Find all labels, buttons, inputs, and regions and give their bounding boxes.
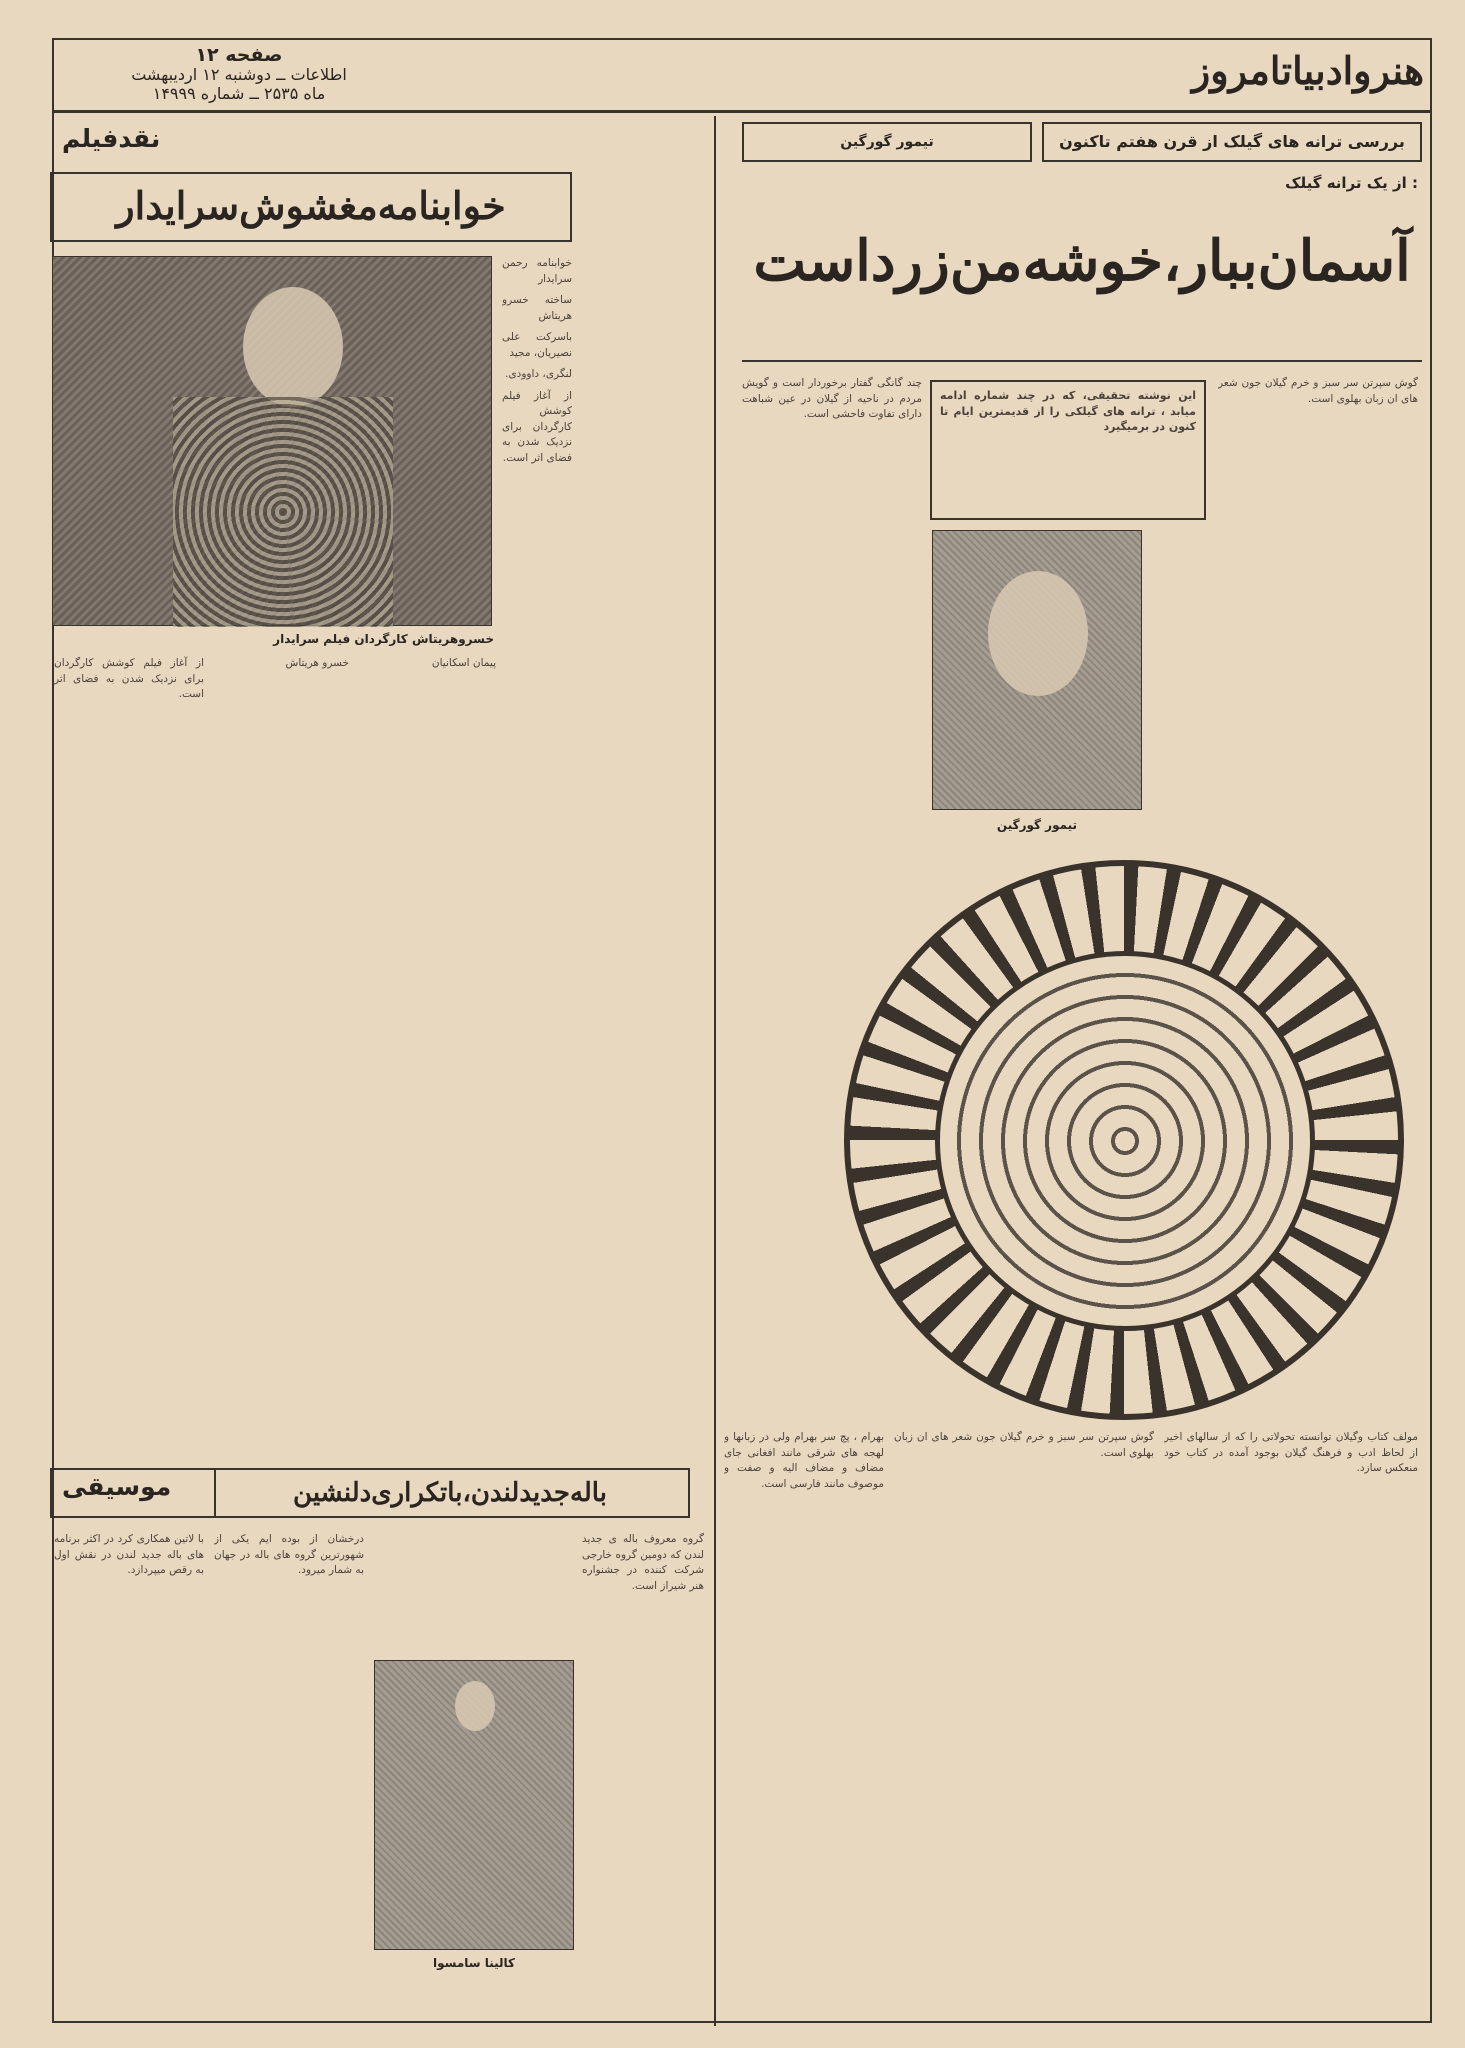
poetry-intro: این نوشته تحقیقی، که در چند شماره ادامه میابد ، ترانه های گیلکی را از قدیمترین ایام تا کنون در برمیگیرد (940, 389, 1196, 433)
music-col-right: گروه معروف باله ی جدید لندن که دومین گروه خارجی شرکت کننده در جشنواره هنر شیراز است. (582, 1533, 704, 1592)
author-box (742, 122, 1032, 162)
film-section-label: نقدفیلم (62, 124, 161, 153)
film-title-box (50, 172, 572, 242)
poetry-headline: آسمان‌ببار،خوشه‌من‌زرداست (753, 228, 1411, 294)
page-info-line-2: ماه ۲۵۳۵ ــ شماره ۱۴۹۹۹ (152, 84, 326, 103)
survey-title-box (1042, 122, 1422, 162)
film-credits-column (502, 256, 572, 1446)
film-director-photo (52, 256, 492, 626)
poetry-col-a: گوش سپرتن سر سبز و خرم گیلان جون شعر های ان زبان بهلوی است. (1218, 377, 1418, 405)
header-rule (54, 110, 1430, 113)
poetry-col-c: مولف کتاب وگیلان توانسته تحولاتی را که از سالهای اخیر از لحاظ ادب و فرهنگ گیلان بوجود آمده در کتاب خود منعکس سازد. (1164, 1431, 1418, 1474)
music-title: باله‌جدیدلندن،باتکراری‌دلنشین (293, 1478, 607, 1508)
ballerina-caption: کالینا سامسوا (432, 1956, 516, 1970)
face-shape (243, 287, 343, 407)
music-col-left: با لاتین همکاری کرد در اکثر برنامه های باله جدید لندن در نقش اول به رقص میپردازد. (54, 1533, 204, 1576)
film-col-left: از آغاز فیلم کوشش کارگردان برای نزدیک شدن به فضای اثر است. (54, 657, 204, 700)
face-shape (455, 1681, 495, 1731)
music-title-divider (214, 1468, 216, 1518)
credit-line-1: خوابنامه رحمن سرایدار (502, 257, 572, 285)
poetry-intro-box (930, 380, 1206, 520)
survey-title: بررسی ترانه های گیلک از قرن هفتم تاکنون (1059, 132, 1405, 151)
film-photo-caption: خسروهریتاش کارگردان فیلم سرایدار (273, 632, 494, 646)
credit-line-4: لنگری، داوودی. (505, 368, 572, 380)
face-shape (988, 571, 1088, 696)
poetry-author-photo (932, 530, 1142, 810)
author-name: تیمور گورگین (840, 134, 934, 150)
credit-line-3: باسرکت علی نصیریان، مجید (502, 331, 572, 359)
page-info-line-1: اطلاعات ــ دوشنبه ۱۲ اردیبهشت (131, 65, 347, 84)
poetry-photo-caption: تیمور گورگین (996, 818, 1078, 832)
headline-kicker: از یک ترانه گیلک : (1285, 174, 1418, 192)
column-divider (714, 116, 716, 2026)
page-number: صفحه ۱۲ (195, 44, 283, 66)
ceramic-plate-illustration (844, 860, 1404, 1420)
ballerina-photo (374, 1660, 574, 1950)
patterned-coat (173, 397, 393, 627)
headline-rule (742, 360, 1422, 362)
plate-center-pattern (935, 951, 1315, 1331)
newspaper-page (52, 38, 1432, 2023)
music-col-mid: درخشان از بوده ایم یکی از شهورترین گروه های باله در جهان به شمار میرود. (214, 1533, 364, 1576)
film-col-mid: خسرو هریتاش (285, 657, 349, 669)
credit-line-2: ساخته خسرو هریتاش (502, 294, 572, 322)
music-section-label: موسیقی (62, 1472, 172, 1501)
film-title: خوابنامه‌مغشوش‌سرایدار (116, 183, 506, 228)
film-col-right: پیمان اسکانیان (431, 657, 496, 669)
poetry-col-c2: گوش سپرتن سر سبز و خرم گیلان جون شعر های ان زبان بهلوی است. (894, 1431, 1154, 1459)
page-info (114, 46, 364, 103)
section-title: هنروادبیاتامروز (1191, 48, 1424, 93)
poetry-col-b: چند گانگی گفتار برخوردار است و گویش مردم در ناحیه از گیلان در عین شباهت دارای تفاوت فاحشی است. (742, 377, 922, 420)
film-col1-text: از آغاز فیلم کوشش کارگردان برای نزدیک شدن به فضای اثر است. (502, 389, 572, 464)
poetry-col-d: بهرام ، پچ سر بهرام ولی در زبانها و لهجه های شرقی مانند افغانی جای مضاف و مضاف الیه و صفت و موصوف مانند فارسی است. (724, 1431, 884, 1490)
